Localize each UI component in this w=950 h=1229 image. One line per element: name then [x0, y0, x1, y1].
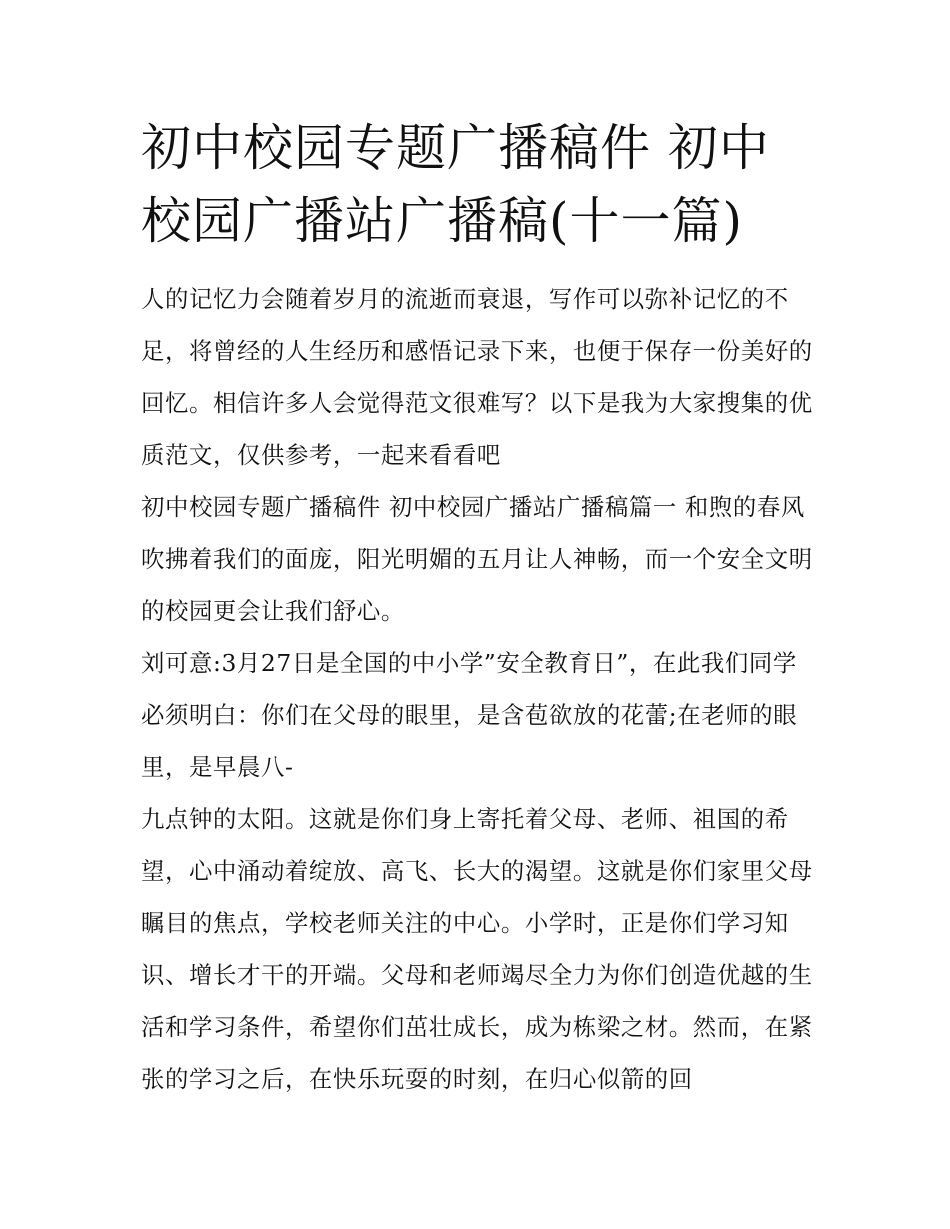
- document-title: 初中校园专题广播稿件 初中校园广播站广播稿(十一篇): [141, 119, 770, 250]
- document-content: [141, 112, 813, 1105]
- body-paragraph: 初中校园专题广播稿件 初中校园广播站广播稿篇一 和煦的春风吹拂着我们的面庞，阳光明媚的五月让人神畅，而一个安全文明的校园更会让我们舒心。: [141, 493, 813, 625]
- body-paragraph: 刘可意:3月27日是全国的中小学”安全教育日”，在此我们同学必须明白：你们在父母的眼里，是含苞欲放的花蕾;在老师的眼里，是早晨八-: [141, 649, 798, 781]
- body-paragraph: 九点钟的太阳。这就是你们身上寄托着父母、老师、祖国的希望，心中涌动着绽放、高飞、长大的渴望。这就是你们家里父母瞩目的焦点，学校老师关注的中心。小学时，正是你们学习知识、增长才干的开端。父母和老师竭尽全力为你们创造优越的生活和学习条件，希望你们茁壮成长，成为栋梁之材。然而，在紧张的学习之后，在快乐玩耍的时刻，在归心似箭的回: [141, 805, 813, 1093]
- intro-paragraph: 人的记忆力会随着岁月的流逝而衰退，写作可以弥补记忆的不足，将曾经的人生经历和感悟记录下来，也便于保存一份美好的回忆。相信许多人会觉得范文很难写？以下是我为大家搜集的优质范文，仅供参考，一起来看看吧: [141, 285, 813, 469]
